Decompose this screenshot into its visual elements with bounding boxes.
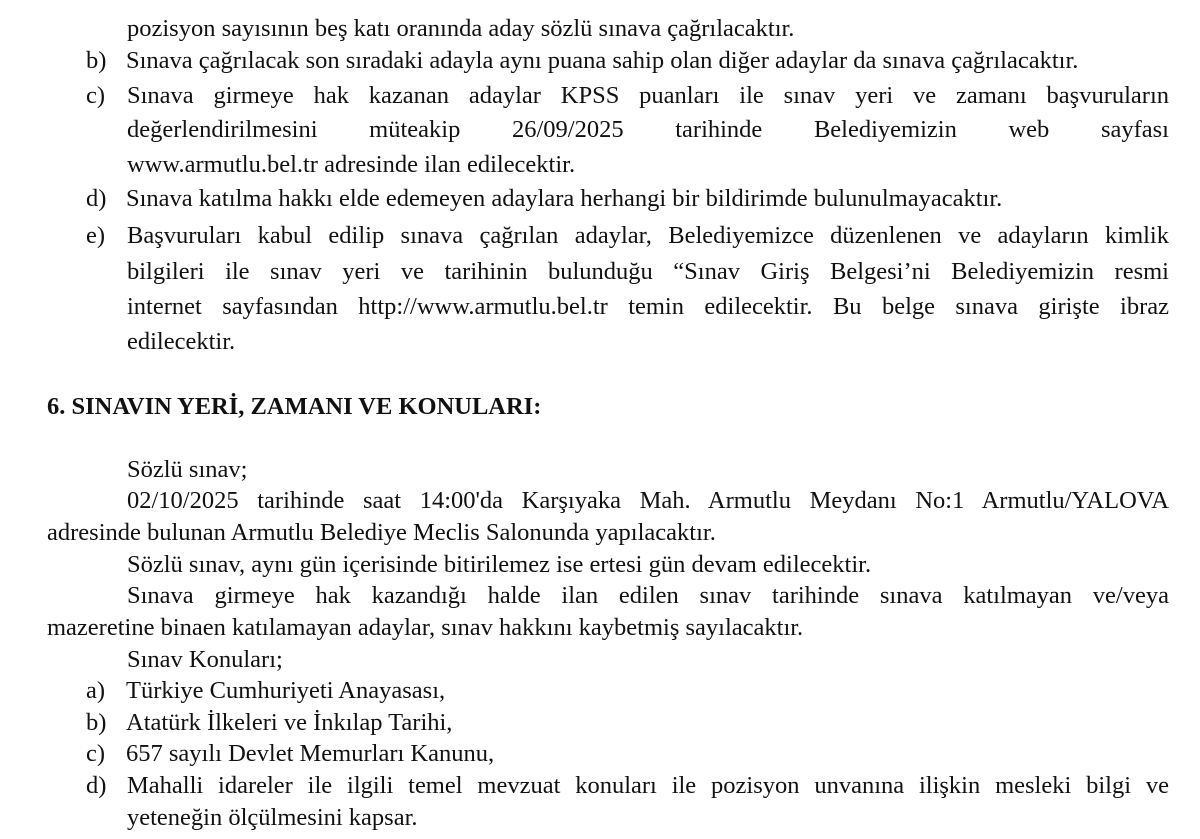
topic-item [86,737,494,771]
section-heading: 6. SINAVIN YERİ, ZAMANI VE KONULARI: [47,393,542,420]
list-text: Mahalli idareler ile ilgili temel mevzuat konuları ile pozisyon unvanına ilişkin mesleki bilgi ve [127,772,1169,799]
list-item-e [86,219,126,253]
list-label: b) [86,709,107,736]
paragraph: Sözlü sınav; [127,456,248,483]
list-text: Sınava girmeye hak kazanan adaylar KPSS puanları ile sınav yeri ve zamanı başvuruların [127,82,1169,109]
text-line: pozisyon sayısının beş katı oranında aday sözlü sınava çağrılacaktır. [127,15,795,42]
list-text: Atatürk İlkeleri ve İnkılap Tarihi, [126,709,453,736]
list-text: değerlendirilmesini müteakip 26/09/2025 tarihinde Belediyemizin web sayfası [127,116,1169,143]
paragraph: Sınava girmeye hak kazandığı halde ilan edilen sınav tarihinde sınava katılmayan ve/veya [127,582,1169,609]
list-label: d) [86,772,107,799]
list-text: yeteneğin ölçülmesini kapsar. [127,804,418,831]
list-label: c) [86,740,106,767]
list-text: Sınava katılma hakkı elde edemeyen adaylara herhangi bir bildirimde bulunulmayacaktır. [126,185,1003,212]
list-label: b) [86,47,107,74]
list-text: Başvuruları kabul edilip sınava çağrılan adaylar, Belediyemizce düzenlenen ve adayların kimlik [127,222,1169,249]
paragraph: Sınav Konuları; [127,646,283,673]
list-label: c) [86,82,106,109]
paragraph: 02/10/2025 tarihinde saat 14:00'da Karşıyaka Mah. Armutlu Meydanı No:1 Armutlu/YALOVA [127,487,1169,514]
topic-item [86,706,452,740]
list-text: bilgileri ile sınav yeri ve tarihinin bulunduğu “Sınav Giriş Belgesi’ni Belediyemizin resmi [127,258,1169,285]
list-item-d [86,182,1002,216]
paragraph: mazeretine binaen katılamayan adaylar, sınav hakkını kaybetmiş sayılacaktır. [47,614,804,641]
list-label: e) [86,222,106,249]
list-text: internet sayfasından http://www.armutlu.bel.tr temin edilecektir. Bu belge sınava girişte ibraz [127,293,1169,320]
paragraph: adresinde bulunan Armutlu Belediye Meclis Salonunda yapılacaktır. [47,519,716,546]
list-text: www.armutlu.bel.tr adresinde ilan edilecektir. [127,151,576,178]
topic-item [86,674,445,708]
list-item-b [86,44,1078,78]
list-text: 657 sayılı Devlet Memurları Kanunu, [126,740,495,767]
list-item-c [86,79,126,113]
list-text: Türkiye Cumhuriyeti Anayasası, [126,677,446,704]
list-label: d) [86,185,107,212]
list-label: a) [86,677,106,704]
topic-item [86,769,126,803]
paragraph: Sözlü sınav, aynı gün içerisinde bitirilemez ise ertesi gün devam edilecektir. [127,551,872,578]
list-text: edilecektir. [127,328,236,355]
list-text: Sınava çağrılacak son sıradaki adayla aynı puana sahip olan diğer adaylar da sınava çağrılacaktır. [126,47,1079,74]
